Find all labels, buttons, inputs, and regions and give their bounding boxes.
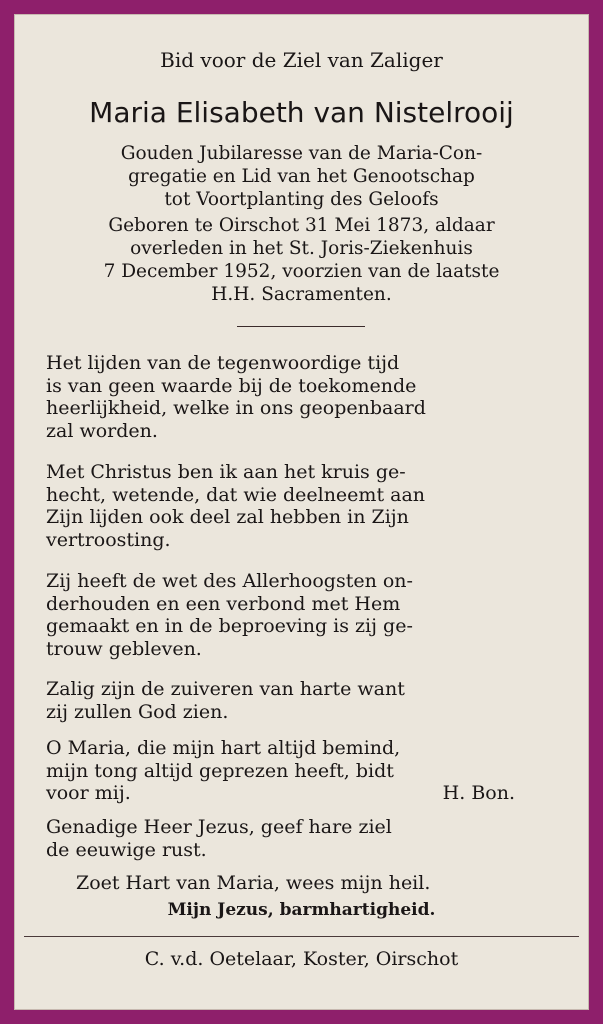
text-line: heerlijkheid, welke in ons geopenbaard bbox=[46, 397, 426, 419]
paragraph-7 bbox=[46, 872, 559, 895]
text-line: 7 December 1952, voorzien van de laatste bbox=[103, 261, 500, 282]
text-line: Zoet Hart van Maria, wees mijn heil. bbox=[76, 872, 431, 894]
text-line bbox=[46, 782, 559, 805]
text-line: Geboren te Oirschot 31 Mei 1873, aldaar bbox=[108, 215, 495, 236]
text-line: zij zullen God zien. bbox=[46, 700, 229, 723]
motto: Mijn Jezus, barmhartigheid. bbox=[167, 900, 436, 920]
text-line: Met Christus ben ik aan het kruis ge- bbox=[46, 461, 406, 483]
text-line: is van geen waarde bij de toekomende bbox=[46, 374, 417, 397]
text-line: vertroosting. bbox=[46, 528, 171, 551]
text-line: overleden in het St. Joris-Ziekenhuis bbox=[130, 238, 473, 259]
text-line: zal worden. bbox=[46, 419, 158, 442]
text-line: trouw gebleven. bbox=[46, 637, 202, 660]
text-line: gregatie en Lid van het Genootschap bbox=[128, 166, 475, 187]
text-line: Zij heeft de wet des Allerhoogsten on- bbox=[46, 570, 413, 592]
paragraph-2 bbox=[46, 461, 559, 551]
printer-credit: C. v.d. Oetelaar, Koster, Oirschot bbox=[144, 948, 459, 970]
text-fragment: voor mij. bbox=[46, 782, 131, 804]
congregation-text bbox=[44, 142, 559, 211]
text-line: hecht, wetende, dat wie deelneemt aan bbox=[46, 483, 426, 506]
text-line: mijn tong altijd geprezen heeft, bidt bbox=[46, 759, 394, 782]
paragraph-1 bbox=[46, 352, 559, 442]
text-line: Genadige Heer Jezus, geef hare ziel bbox=[46, 816, 392, 838]
card-header: Bid voor de Ziel van Zaliger bbox=[160, 48, 443, 72]
text-line: derhouden en een verbond met Hem bbox=[46, 592, 401, 615]
text-line: de eeuwige rust. bbox=[46, 838, 207, 861]
text-line: Gouden Jubilaresse van de Maria-Con- bbox=[120, 143, 483, 164]
divider-rule bbox=[237, 326, 365, 327]
text-line: H.H. Sacramenten. bbox=[211, 284, 392, 305]
memorial-card bbox=[14, 14, 589, 1010]
divider-rule bbox=[24, 936, 579, 937]
attribution: H. Bon. bbox=[442, 782, 515, 804]
text-line: Het lijden van de tegenwoordige tijd bbox=[46, 352, 400, 374]
birth-death-text bbox=[44, 214, 559, 306]
paragraph-4 bbox=[46, 678, 559, 723]
text-line: gemaakt en in de beproeving is zij ge- bbox=[46, 615, 413, 637]
text-line: Zijn lijden ook deel zal hebben in Zijn bbox=[46, 506, 409, 528]
text-line: Zalig zijn de zuiveren van harte want bbox=[46, 678, 405, 700]
deceased-name: Maria Elisabeth van Nistelrooij bbox=[89, 96, 514, 129]
text-line: tot Voortplanting des Geloofs bbox=[164, 189, 439, 210]
paragraph-6 bbox=[46, 816, 559, 861]
paragraph-3 bbox=[46, 570, 559, 660]
paragraph-5 bbox=[46, 737, 559, 805]
text-line: O Maria, die mijn hart altijd bemind, bbox=[46, 737, 401, 759]
